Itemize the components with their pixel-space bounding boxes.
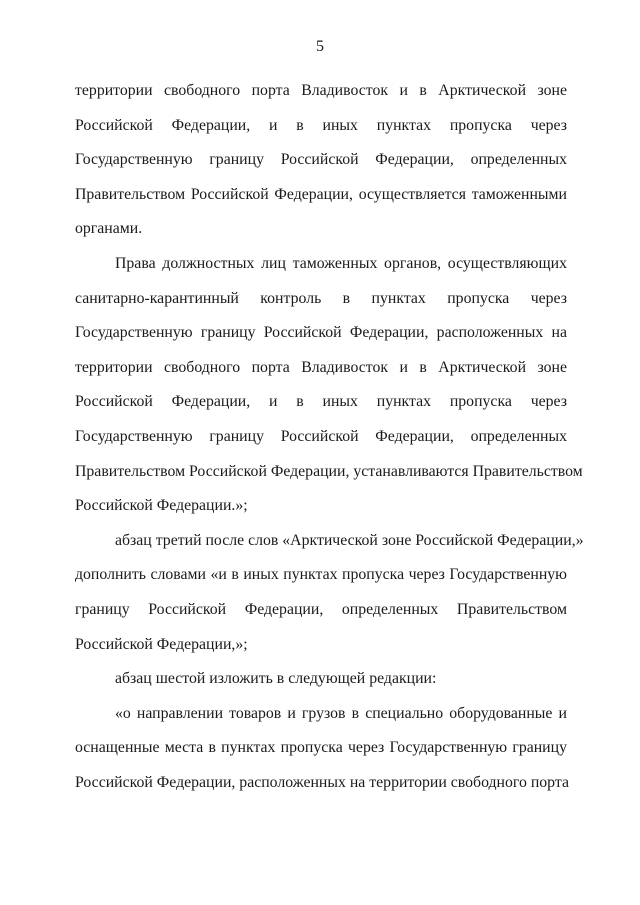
text-line: Российской Федерации,»; — [75, 635, 248, 653]
text-line: абзац шестой изложить в следующей редакции: — [115, 670, 437, 688]
text-line: Правительством Российской Федерации, устанавливаются Правительством — [75, 462, 583, 480]
text-line: органами. — [75, 220, 143, 238]
document-body — [75, 74, 584, 800]
paragraph — [75, 524, 584, 662]
text-line: территории свободного порта Владивосток и в Арктической зоне — [75, 82, 567, 99]
text-line: Российской Федерации.»; — [75, 497, 248, 515]
page-number: 5 — [316, 38, 324, 55]
text-line: Российской Федерации, расположенных на территории свободного порта — [75, 773, 569, 791]
text-line: границу Российской Федерации, определенных Правительством — [75, 600, 567, 618]
text-line: Правительством Российской Федерации, осуществляется таможенными — [75, 185, 567, 203]
text-line: абзац третий после слов «Арктической зоне Российской Федерации,» — [115, 531, 584, 549]
text-line: Российской Федерации, и в иных пунктах пропуска через — [75, 393, 567, 411]
paragraph — [75, 247, 583, 524]
text-line: санитарно-карантинный контроль в пунктах пропуска через — [75, 289, 567, 307]
paragraph — [75, 662, 567, 697]
text-line: Государственную границу Российской Федерации, определенных — [75, 427, 567, 445]
text-line: оснащенные места в пунктах пропуска через Государственную границу — [75, 739, 567, 757]
text-line: Государственную границу Российской Федерации, расположенных на — [75, 324, 567, 342]
paragraph — [75, 74, 567, 247]
paragraph — [75, 697, 567, 801]
text-line: «о направлении товаров и грузов в специально оборудованные и — [115, 704, 567, 722]
text-line: территории свободного порта Владивосток и в Арктической зоне — [75, 358, 567, 376]
text-line: Права должностных лиц таможенных органов, осуществляющих — [115, 254, 567, 272]
text-line: Российской Федерации, и в иных пунктах пропуска через — [75, 116, 567, 134]
text-line: дополнить словами «и в иных пунктах пропуска через Государственную — [75, 566, 567, 584]
text-line: Государственную границу Российской Федерации, определенных — [75, 151, 567, 169]
